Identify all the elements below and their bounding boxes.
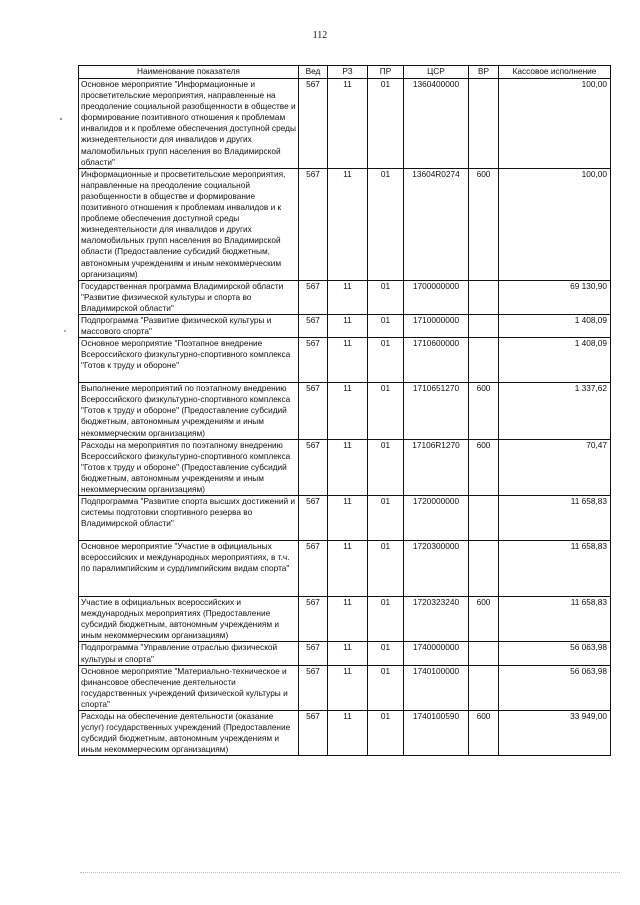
row-csr: 13604R0274	[404, 168, 469, 280]
scan-mark	[60, 118, 62, 120]
row-pr: 01	[368, 280, 404, 314]
table-row	[79, 79, 611, 169]
table-row	[79, 314, 611, 337]
row-rz: 11	[328, 642, 368, 665]
row-vr	[469, 665, 499, 710]
row-rz: 11	[328, 314, 368, 337]
row-pr: 01	[368, 338, 404, 383]
row-name: Государственная программа Владимирской области "Развитие физической культуры и спорта во Владимирской области"	[79, 280, 299, 314]
header-row	[79, 66, 611, 79]
row-name: Основное мероприятие "Поэтапное внедрение Всероссийского физкультурно-спортивного комплекса "Готов к труду и обороне"	[79, 338, 299, 383]
row-amount: 11 658,83	[499, 541, 611, 597]
row-vr: 600	[469, 439, 499, 495]
row-ved: 567	[299, 665, 328, 710]
scan-mark	[64, 330, 66, 332]
row-amount: 56 063,98	[499, 642, 611, 665]
page-number: 112	[312, 30, 328, 41]
row-rz: 11	[328, 711, 368, 756]
table-row	[79, 665, 611, 710]
row-amount: 1 408,09	[499, 314, 611, 337]
table-header	[79, 66, 611, 79]
row-pr: 01	[368, 597, 404, 642]
row-pr: 01	[368, 383, 404, 439]
row-vr	[469, 79, 499, 169]
row-pr: 01	[368, 79, 404, 169]
row-pr: 01	[368, 665, 404, 710]
row-ved: 567	[299, 711, 328, 756]
row-amount: 1 337,62	[499, 383, 611, 439]
row-csr: 1740100000	[404, 665, 469, 710]
row-csr: 1710651270	[404, 383, 469, 439]
row-csr: 17106R1270	[404, 439, 469, 495]
row-rz: 11	[328, 665, 368, 710]
row-pr: 01	[368, 168, 404, 280]
table-row	[79, 642, 611, 665]
row-ved: 567	[299, 338, 328, 383]
row-name: Расходы на обеспечение деятельности (оказание услуг) государственных учреждений (Предоставление субсидий бюджетным, автономным учреждениям и иным некоммерческим организациям)	[79, 711, 299, 756]
row-name: Подпрограмма "Развитие физической культуры и массового спорта"	[79, 314, 299, 337]
row-amount: 11 658,83	[499, 496, 611, 541]
row-csr: 1710000000	[404, 314, 469, 337]
row-amount: 1 408,09	[499, 338, 611, 383]
table-row	[79, 496, 611, 541]
header-rz: РЗ	[328, 66, 368, 79]
row-pr: 01	[368, 439, 404, 495]
row-csr: 1720300000	[404, 541, 469, 597]
table-row	[79, 541, 611, 597]
header-csr: ЦСР	[404, 66, 469, 79]
row-vr	[469, 338, 499, 383]
header-pr: ПР	[368, 66, 404, 79]
row-ved: 567	[299, 439, 328, 495]
row-vr	[469, 541, 499, 597]
row-name: Участие в официальных всероссийских и международных мероприятиях (Предоставление субсидий бюджетным, автономным учреждениям и иным некоммерческим организациям)	[79, 597, 299, 642]
row-pr: 01	[368, 314, 404, 337]
row-rz: 11	[328, 79, 368, 169]
scan-edge-line	[80, 872, 620, 873]
header-name: Наименование показателя	[79, 66, 299, 79]
row-ved: 567	[299, 496, 328, 541]
header-vr: ВР	[469, 66, 499, 79]
table-row	[79, 338, 611, 383]
row-vr	[469, 496, 499, 541]
row-rz: 11	[328, 439, 368, 495]
table-row	[79, 597, 611, 642]
row-rz: 11	[328, 338, 368, 383]
row-pr: 01	[368, 642, 404, 665]
row-csr: 1700000000	[404, 280, 469, 314]
row-vr: 600	[469, 597, 499, 642]
row-amount: 70,47	[499, 439, 611, 495]
row-name: Основное мероприятие "Участие в официальных всероссийских и международных мероприятиях, в т.ч. по паралимпийским и сурдлимпийским видам спорта"	[79, 541, 299, 597]
row-ved: 567	[299, 79, 328, 169]
row-name: Выполнение мероприятий по поэтапному внедрению Всероссийского физкультурно-спортивного комплекса "Готов к труду и обороне" (Предоставление субсидий бюджетным, автономным учреждениям и иным некоммерческим организациям)	[79, 383, 299, 439]
row-rz: 11	[328, 168, 368, 280]
table-body	[79, 79, 611, 756]
row-vr: 600	[469, 168, 499, 280]
row-vr	[469, 642, 499, 665]
row-ved: 567	[299, 642, 328, 665]
row-csr: 1720323240	[404, 597, 469, 642]
row-csr: 1360400000	[404, 79, 469, 169]
row-csr: 1740100590	[404, 711, 469, 756]
row-vr: 600	[469, 711, 499, 756]
row-amount: 69 130,90	[499, 280, 611, 314]
row-amount: 100,00	[499, 168, 611, 280]
row-ved: 567	[299, 541, 328, 597]
row-pr: 01	[368, 496, 404, 541]
table-row	[79, 280, 611, 314]
row-name: Расходы на мероприятия по поэтапному внедрению Всероссийского физкультурно-спортивного комплекса "Готов к труду и обороне" (Предоставление субсидий бюджетным, автономным учреждениям и иным некоммерческим организациям)	[79, 439, 299, 495]
row-ved: 567	[299, 383, 328, 439]
table-row	[79, 383, 611, 439]
row-ved: 567	[299, 168, 328, 280]
table-row	[79, 168, 611, 280]
row-csr: 1710600000	[404, 338, 469, 383]
header-amount: Кассовое исполнение	[499, 66, 611, 79]
row-vr: 600	[469, 383, 499, 439]
row-amount: 56 063,98	[499, 665, 611, 710]
header-ved: Вед	[299, 66, 328, 79]
row-ved: 567	[299, 280, 328, 314]
row-name: Основное мероприятие "Информационные и просветительские мероприятия, направленные на преодоление социальной разобщенности в обществе и формирование позитивного отношения к проблемам инвалидов и к проблеме обеспечения доступной среды жизнедеятельности для инвалидов и других маломобильных групп населения во Владимирской области"	[79, 79, 299, 169]
row-amount: 100,00	[499, 79, 611, 169]
row-csr: 1740000000	[404, 642, 469, 665]
table-row	[79, 711, 611, 756]
row-rz: 11	[328, 496, 368, 541]
row-name: Основное мероприятие "Материально-техническое и финансовое обеспечение деятельности государственных учреждений физической культуры и спорта"	[79, 665, 299, 710]
report-table-container	[78, 65, 610, 756]
row-vr	[469, 314, 499, 337]
row-pr: 01	[368, 711, 404, 756]
row-amount: 33 949,00	[499, 711, 611, 756]
row-vr	[469, 280, 499, 314]
row-name: Подпрограмма "Управление отраслью физической культуры и спорта"	[79, 642, 299, 665]
row-name: Информационные и просветительские мероприятия, направленные на преодоление социальной разобщенности в обществе и формирование позитивного отношения к проблемам инвалидов и к проблеме обеспечения доступной среды жизнедеятельности для инвалидов и других маломобильных групп населения во Владимирской области (Предоставление субсидий бюджетным, автономным учреждениям и иным некоммерческим организациям)	[79, 168, 299, 280]
row-rz: 11	[328, 541, 368, 597]
row-pr: 01	[368, 541, 404, 597]
budget-execution-table	[78, 65, 611, 756]
table-row	[79, 439, 611, 495]
row-rz: 11	[328, 280, 368, 314]
row-rz: 11	[328, 383, 368, 439]
row-csr: 1720000000	[404, 496, 469, 541]
row-ved: 567	[299, 597, 328, 642]
row-name: Подпрограмма "Развитие спорта высших достижений и системы подготовки спортивного резерва во Владимирской области"	[79, 496, 299, 541]
row-ved: 567	[299, 314, 328, 337]
row-amount: 11 658,83	[499, 597, 611, 642]
row-rz: 11	[328, 597, 368, 642]
